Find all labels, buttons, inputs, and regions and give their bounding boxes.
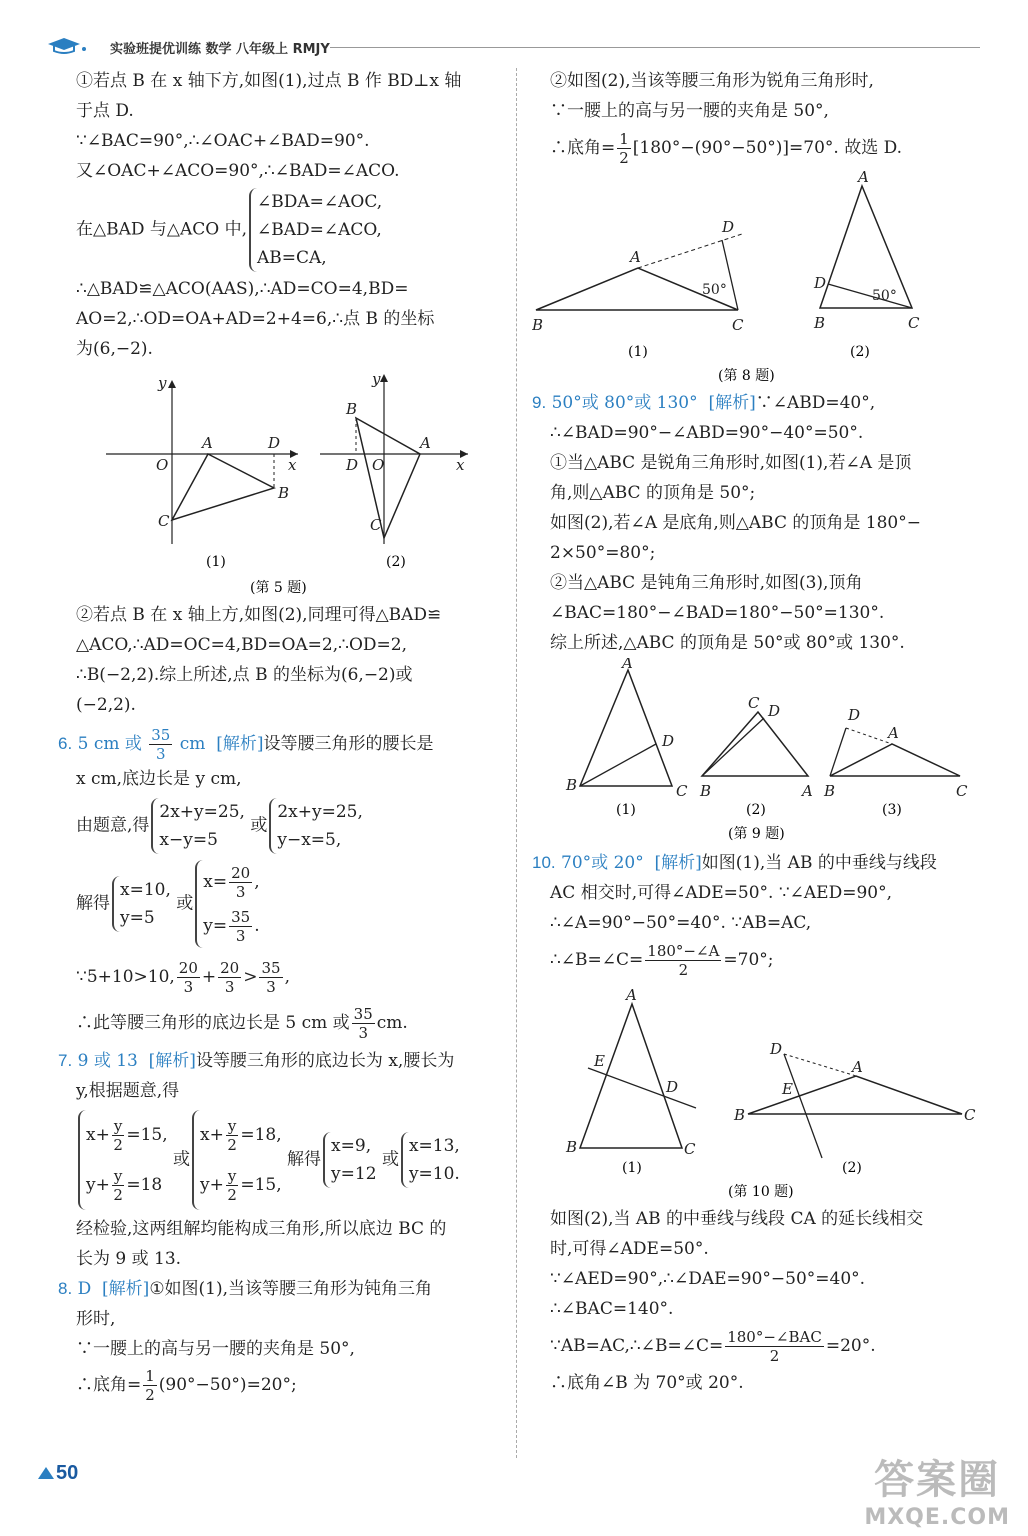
denominator: 2 <box>113 1186 123 1204</box>
system-line: x−y=5 <box>159 830 218 850</box>
header-title: 实验班提优训练 数学 八年级上 RMJY <box>110 42 330 57</box>
text-line: ∵一腰上的高与另一腰的夹角是 50°, <box>76 1339 355 1359</box>
svg-text:A: A <box>622 658 633 672</box>
svg-text:y: y <box>372 370 381 388</box>
q10-answer-line <box>532 848 984 878</box>
text-span: y= <box>203 916 228 936</box>
q9-answer-line <box>532 388 984 418</box>
svg-text:C: C <box>748 694 760 712</box>
page-arrow-icon <box>38 1467 54 1479</box>
text-span: 如图(1),当 AB 的中垂线与线段 <box>701 853 937 873</box>
numerator: 35 <box>151 726 171 744</box>
fig10-label-1: (1) <box>622 1160 642 1176</box>
denominator: 3 <box>358 1024 368 1042</box>
svg-text:D: D <box>666 1078 679 1096</box>
analysis-tag: [解析] <box>216 734 264 754</box>
page-number <box>38 1462 78 1485</box>
svg-text:O: O <box>156 456 169 474</box>
text-span: + <box>201 967 217 987</box>
denominator: 2 <box>113 1136 123 1154</box>
formula-line <box>550 1324 984 1368</box>
text-span: [180°−(90°−50°)]=70°. 故选 D. <box>632 138 903 158</box>
fig5-label-1: (1) <box>206 554 226 570</box>
text-line: ∠BAC=180°−∠BAD=180°−50°=130°. <box>550 603 885 623</box>
svg-text:B: B <box>734 1106 746 1124</box>
system-line: x=10, <box>120 880 171 900</box>
text-span: 解得 <box>287 1149 322 1170</box>
figure-q9 <box>532 658 984 848</box>
text-line: ∵∠BAC=90°,∴∠OAC+∠BAD=90°. <box>76 131 370 151</box>
q5-part1 <box>58 66 506 364</box>
text-line: ①当△ABC 是锐角三角形时,如图(1),若∠A 是顶 <box>550 453 912 473</box>
q7-answer-line <box>58 1046 506 1076</box>
fig10-caption: (第 10 题) <box>728 1184 794 1200</box>
text-span: ∵5+10>10, <box>76 967 175 987</box>
numerator: 20 <box>231 864 251 882</box>
text-span: =18, <box>240 1125 282 1145</box>
svg-text:B: B <box>566 1138 578 1156</box>
text-span: 设等腰三角形的腰长是 <box>263 734 434 754</box>
text-line: 为(6,−2). <box>76 339 153 359</box>
denominator: 3 <box>156 745 166 763</box>
svg-text:D: D <box>770 1040 783 1058</box>
text-span: 解得 <box>76 893 110 914</box>
denominator: 2 <box>227 1186 237 1204</box>
text-span: ∵AB=AC,∴∠B=∠C= <box>550 1336 724 1356</box>
text-line: y,根据题意,得 <box>76 1081 180 1101</box>
answer-text: cm <box>179 734 206 754</box>
svg-text:C: C <box>956 782 968 800</box>
system-line: ∠BAD=∠ACO, <box>256 220 382 240</box>
question-number: 7. <box>58 1051 73 1070</box>
svg-text:C: C <box>158 512 170 530</box>
denominator: 2 <box>619 149 629 167</box>
q6-answer-line <box>58 724 506 764</box>
text-span: ∴此等腰三角形的底边长是 5 cm 或 <box>76 1013 350 1033</box>
numerator: y <box>113 1167 123 1185</box>
q10-part2 <box>532 1204 984 1398</box>
denominator: 3 <box>235 927 246 945</box>
fig9-label-3: (3) <box>882 802 902 818</box>
denominator: 2 <box>678 961 689 979</box>
text-line: 综上所述,△ABC 的顶角是 50°或 80°或 130°. <box>550 633 905 653</box>
brace-system <box>269 798 363 854</box>
text-line: ∵一腰上的高与另一腰的夹角是 50°, <box>550 101 829 121</box>
fig8-label-1: (1) <box>628 344 648 360</box>
denominator: 2 <box>145 1386 155 1404</box>
fig8-caption: (第 8 题) <box>718 368 775 384</box>
fraction <box>149 726 172 763</box>
watermark-logo-text: 答案圈 <box>874 1457 1001 1503</box>
svg-text:C: C <box>964 1106 976 1124</box>
text-span: cm. <box>376 1013 408 1033</box>
text-span: 或 <box>381 1149 399 1170</box>
svg-text:B: B <box>700 782 712 800</box>
svg-text:D: D <box>346 456 359 474</box>
numerator: 180°−∠BAC <box>727 1328 822 1346</box>
svg-text:x: x <box>288 456 297 474</box>
formula-line <box>76 1364 506 1406</box>
denominator: 2 <box>769 1347 780 1365</box>
question-number: 9. <box>532 393 547 412</box>
system-line: y=10. <box>408 1164 460 1184</box>
text-span: =20°. <box>825 1336 876 1356</box>
brace-system <box>323 1132 376 1188</box>
text-line: x cm,底边长是 y cm, <box>76 769 242 789</box>
text-line: AC 相交时,可得∠ADE=50°. ∵∠AED=90°, <box>550 883 892 903</box>
numerator: 20 <box>178 959 198 977</box>
page-number-text: 50 <box>56 1462 79 1484</box>
text-span: =18 <box>126 1175 163 1195</box>
numerator: 35 <box>231 908 251 926</box>
brace-system <box>249 188 382 272</box>
text-line: 又∠OAC+∠ACO=90°,∴∠BAD=∠ACO. <box>76 161 400 181</box>
svg-text:x: x <box>456 456 465 474</box>
text-line: 2×50°=80°; <box>550 543 656 563</box>
brace-system <box>401 1132 460 1188</box>
column-divider <box>516 68 517 1458</box>
svg-text:A: A <box>630 248 641 266</box>
svg-text:A: A <box>888 724 899 742</box>
answer-text: D <box>77 1279 92 1299</box>
question-10 <box>532 848 984 982</box>
svg-text:B: B <box>814 314 826 332</box>
svg-text:E: E <box>782 1080 793 1098</box>
question-7 <box>58 1046 506 1274</box>
brace-system <box>195 860 259 948</box>
text-span: x= <box>203 872 228 892</box>
svg-text:A: A <box>858 170 869 186</box>
system-line: y=5 <box>120 908 155 928</box>
figure-q5 <box>58 368 506 600</box>
brace-system <box>151 798 245 854</box>
svg-text:A: A <box>852 1058 863 1076</box>
svg-text:y: y <box>158 374 167 392</box>
numerator: 1 <box>145 1367 155 1385</box>
numerator: 35 <box>353 1005 373 1023</box>
text-line: 如图(2),当 AB 的中垂线与线段 CA 的延长线相交 <box>550 1209 924 1229</box>
answer-text: 9 或 13 <box>77 1051 138 1071</box>
text-span: x+ <box>200 1125 224 1145</box>
svg-text:C: C <box>676 782 688 800</box>
solution-systems <box>76 860 506 948</box>
text-span: 在△BAD 与△ACO 中, <box>76 219 247 240</box>
system-line: x=13, <box>408 1136 460 1156</box>
system-line: ∠BDA=∠AOC, <box>256 192 383 212</box>
fig9-label-2: (2) <box>746 802 766 818</box>
system-line: y=12 <box>331 1164 377 1184</box>
text-span: ①如图(1),当该等腰三角形为钝角三角 <box>149 1279 433 1299</box>
text-span: > <box>243 967 258 987</box>
numerator: y <box>113 1117 123 1135</box>
numerator: 180°−∠A <box>647 942 720 960</box>
text-span: . <box>254 916 260 936</box>
text-line: 角,则△ABC 的顶角是 50°; <box>550 483 756 503</box>
fig10-label-2: (2) <box>842 1160 862 1176</box>
text-line: 时,可得∠ADE=50°. <box>550 1239 709 1259</box>
question-8 <box>58 1274 506 1406</box>
answer-text: 50°或 80°或 130° <box>551 393 698 413</box>
svg-text:A: A <box>626 986 637 1004</box>
svg-text:B: B <box>346 400 358 418</box>
text-line: ①若点 B 在 x 轴下方,如图(1),过点 B 作 BD⊥x 轴 <box>76 71 462 91</box>
svg-text:D: D <box>814 274 827 292</box>
q5-part2 <box>58 600 506 720</box>
text-span: y+ <box>200 1175 224 1195</box>
svg-text:D: D <box>848 706 861 724</box>
text-line: ∴△BAD≌△ACO(AAS),∴AD=CO=4,BD= <box>76 279 409 299</box>
q8-answer-line <box>58 1274 506 1304</box>
q7-systems <box>76 1110 506 1210</box>
svg-text:A: A <box>802 782 813 800</box>
watermark-url: MXQE.COM <box>864 1505 1010 1530</box>
text-line: 如图(2),若∠A 是底角,则△ABC 的顶角是 180°− <box>550 513 921 533</box>
watermark <box>864 1448 1010 1530</box>
svg-text:D: D <box>662 732 675 750</box>
text-line: 形时, <box>76 1309 116 1329</box>
question-number: 6. <box>58 734 73 753</box>
answer-text: 5 cm 或 <box>77 734 142 754</box>
formula-line <box>550 938 984 982</box>
formula-line <box>550 126 984 170</box>
analysis-tag: [解析] <box>654 853 702 873</box>
text-line: 长为 9 或 13. <box>76 1249 182 1269</box>
denominator: 2 <box>227 1136 237 1154</box>
fig5-caption: (第 5 题) <box>250 580 307 596</box>
system-line: AB=CA, <box>256 248 327 268</box>
system-line: 2x+y=25, <box>277 802 363 822</box>
analysis-tag: [解析] <box>102 1279 150 1299</box>
text-line: 于点 D. <box>76 101 134 121</box>
text-span: 或 <box>176 893 194 914</box>
question-number: 8. <box>58 1279 73 1298</box>
inequality-line <box>76 954 506 1000</box>
text-span: (90°−50°)=20°; <box>158 1375 297 1395</box>
book-logo-icon <box>44 34 88 56</box>
denominator: 3 <box>235 883 246 901</box>
svg-text:C: C <box>684 1140 696 1158</box>
svg-text:D: D <box>768 702 781 720</box>
svg-text:B: B <box>824 782 836 800</box>
system-line: x=9, <box>331 1136 372 1156</box>
numerator: y <box>227 1117 237 1135</box>
svg-text:D: D <box>722 218 735 236</box>
text-span: ∴底角= <box>550 138 616 158</box>
text-span: 设等腰三角形的底边长为 x,腰长为 <box>195 1051 455 1071</box>
svg-text:C: C <box>370 516 382 534</box>
equation-systems <box>76 798 506 854</box>
svg-text:B: B <box>278 484 290 502</box>
text-span: ∵∠ABD=40°, <box>755 393 876 413</box>
congruence-system <box>76 188 506 272</box>
text-span: , <box>254 872 260 892</box>
system-line: y−x=5, <box>277 830 342 850</box>
text-line: △ACO,∴AD=OC=4,BD=OA=2,∴OD=2, <box>76 635 407 655</box>
numerator: 20 <box>220 959 240 977</box>
analysis-tag: [解析] <box>708 393 756 413</box>
denominator: 3 <box>183 978 194 996</box>
text-line: ∴∠BAD=90°−∠ABD=90°−40°=50°. <box>550 423 864 443</box>
page-header <box>40 34 980 58</box>
svg-text:50°: 50° <box>702 282 727 298</box>
svg-text:50°: 50° <box>872 288 897 304</box>
text-line: ∴B(−2,2).综上所述,点 B 的坐标为(6,−2)或 <box>76 665 413 685</box>
answer-text: 70°或 20° <box>561 853 644 873</box>
text-line: ②当△ABC 是钝角三角形时,如图(3),顶角 <box>550 573 863 593</box>
text-line: ②如图(2),当该等腰三角形为锐角三角形时, <box>550 71 874 91</box>
text-span: 由题意,得 <box>76 815 150 836</box>
denominator: 3 <box>266 978 276 996</box>
numerator: y <box>227 1167 237 1185</box>
svg-text:A: A <box>202 434 213 452</box>
brace-system <box>78 1110 168 1210</box>
svg-text:E: E <box>594 1052 605 1070</box>
text-line: 经检验,这两组解均能构成三角形,所以底边 BC 的 <box>76 1219 447 1239</box>
header-rule <box>330 47 980 48</box>
text-line: ②若点 B 在 x 轴上方,如图(2),同理可得△BAD≌ <box>76 605 442 625</box>
left-column <box>58 66 506 1406</box>
figure-q8 <box>532 170 984 388</box>
text-span: =70°; <box>723 950 774 970</box>
text-span: ∴∠B=∠C= <box>550 950 644 970</box>
text-span: x+ <box>86 1125 110 1145</box>
q8-part2 <box>532 66 984 170</box>
fig8-label-2: (2) <box>850 344 870 360</box>
figure-q10 <box>532 982 984 1204</box>
text-span: y+ <box>86 1175 110 1195</box>
text-span: =15, <box>126 1125 168 1145</box>
question-9 <box>532 388 984 658</box>
brace-system <box>112 876 171 932</box>
denominator: 3 <box>224 978 235 996</box>
question-6 <box>58 724 506 1046</box>
svg-text:A: A <box>420 434 431 452</box>
fig5-label-2: (2) <box>386 554 406 570</box>
text-span: =15, <box>240 1175 282 1195</box>
right-column <box>532 66 984 1398</box>
text-line: ∴底角∠B 为 70°或 20°. <box>550 1373 744 1393</box>
text-line: AO=2,∴OD=OA+AD=2+4=6,∴点 B 的坐标 <box>76 309 435 329</box>
text-span: ∴底角= <box>76 1375 142 1395</box>
question-number: 10. <box>532 853 556 872</box>
analysis-tag: [解析] <box>148 1051 196 1071</box>
fig9-caption: (第 9 题) <box>728 826 785 842</box>
text-line: ∴∠A=90°−50°=40°. ∵AB=AC, <box>550 913 812 933</box>
text-span: 或 <box>173 1149 191 1170</box>
text-span: , <box>284 967 290 987</box>
svg-text:C: C <box>732 316 744 334</box>
text-line: (−2,2). <box>76 695 136 715</box>
svg-text:C: C <box>908 314 920 332</box>
svg-text:B: B <box>532 316 544 334</box>
numerator: 35 <box>261 959 281 977</box>
numerator: 1 <box>619 130 629 148</box>
text-line: ∴∠BAC=140°. <box>550 1299 674 1319</box>
svg-text:O: O <box>372 456 385 474</box>
text-line: ∵∠AED=90°,∴∠DAE=90°−50°=40°. <box>550 1269 866 1289</box>
conclusion-line <box>76 1000 506 1046</box>
system-line: 2x+y=25, <box>159 802 245 822</box>
svg-text:D: D <box>268 434 281 452</box>
text-span: 或 <box>250 815 268 836</box>
brace-system <box>192 1110 282 1210</box>
svg-text:B: B <box>566 776 578 794</box>
fig9-label-1: (1) <box>616 802 636 818</box>
